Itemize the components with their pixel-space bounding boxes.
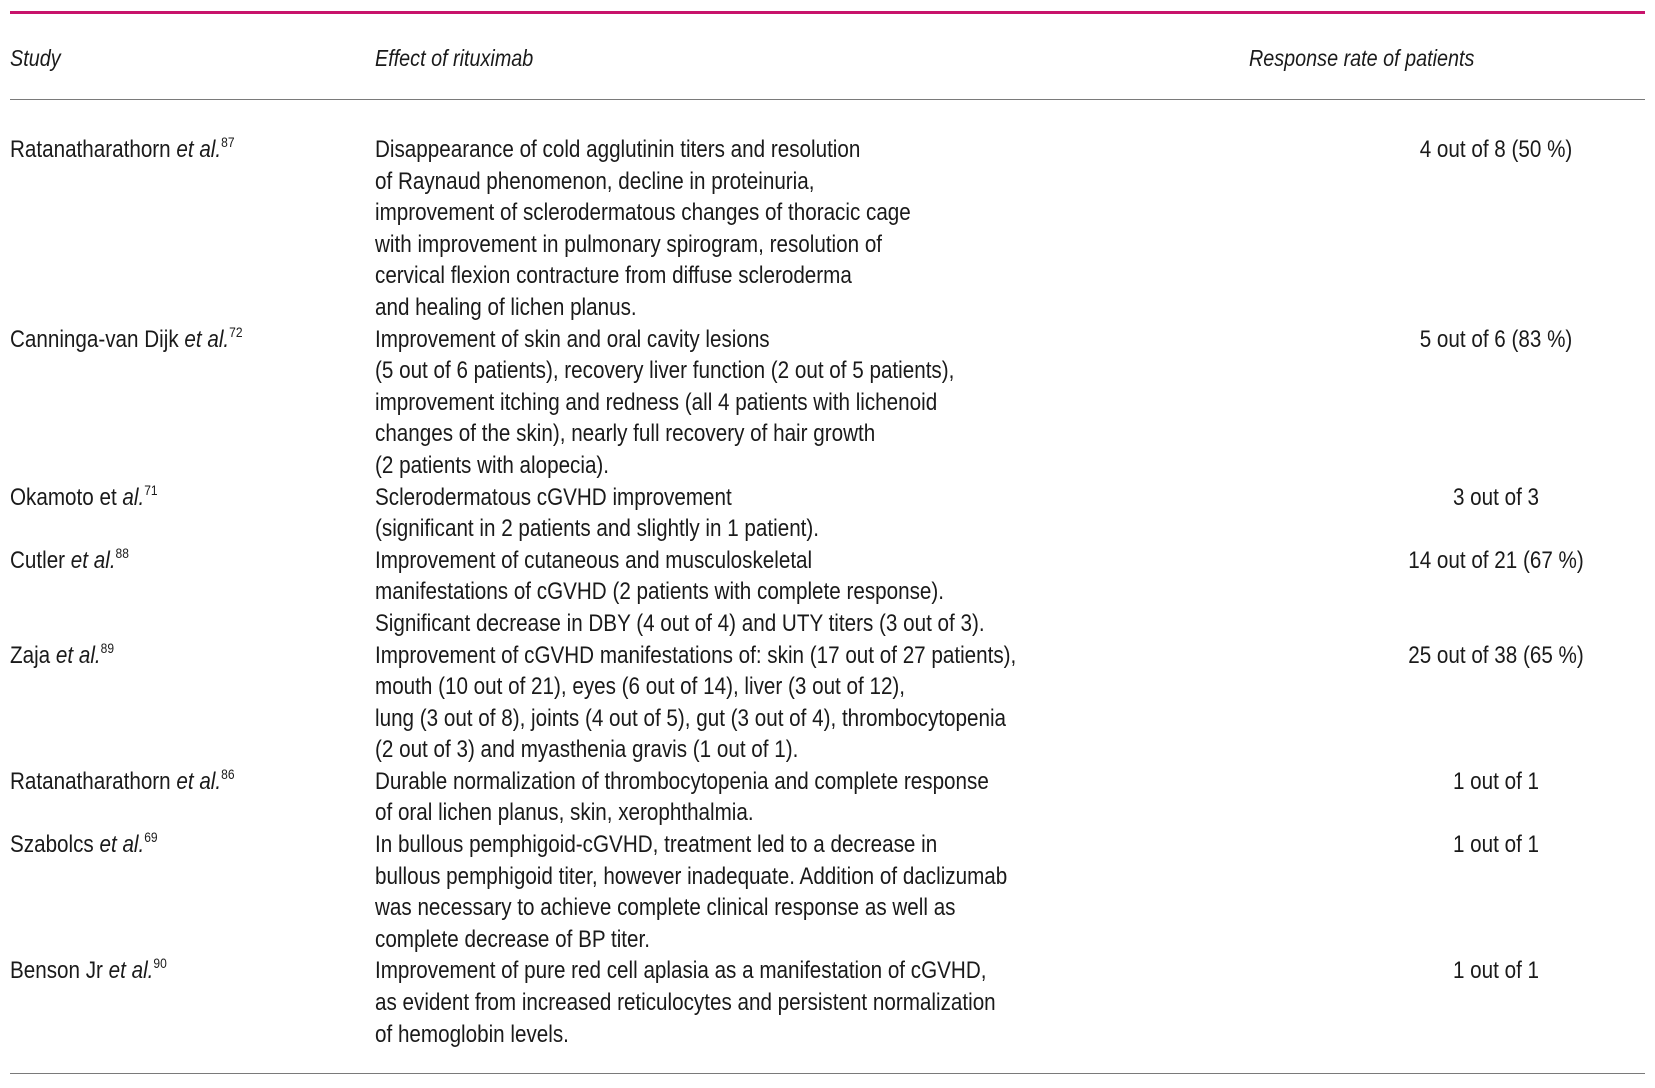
- effect-line: (5 out of 6 patients), recovery liver function (2 out of 5 patients),: [375, 357, 955, 385]
- reference-number: 89: [100, 639, 115, 656]
- effect-line: and healing of lichen planus.: [375, 293, 637, 321]
- effect-text: [375, 955, 1046, 1050]
- study-citation: [10, 640, 324, 672]
- reference-number: 90: [153, 955, 167, 972]
- response-cell: [1155, 640, 1645, 766]
- study-author: Okamoto et: [10, 483, 117, 511]
- study-cell: [10, 766, 375, 829]
- effect-text: [375, 766, 1046, 829]
- effect-cell: [375, 766, 1155, 829]
- effect-text: [375, 482, 1046, 545]
- effect-cell: [375, 955, 1155, 1050]
- effect-text: [375, 829, 1046, 955]
- table-row: [10, 482, 1645, 545]
- effect-line: with improvement in pulmonary spirogram, resolution of: [375, 230, 883, 258]
- effect-line: (2 patients with alopecia).: [375, 451, 610, 479]
- reference-number: 87: [221, 134, 235, 150]
- effect-line: Disappearance of cold agglutinin titers and resolution: [375, 136, 861, 163]
- response-cell: [1155, 766, 1645, 829]
- effect-line: as evident from increased reticulocytes and persistent normalization: [375, 989, 996, 1017]
- study-cell: [10, 829, 375, 955]
- header-study: Study: [10, 45, 61, 71]
- reference-number: 88: [115, 544, 129, 561]
- table-row: [10, 766, 1645, 829]
- study-author: Zaja: [10, 641, 51, 669]
- table-row: [10, 829, 1645, 955]
- study-citation: [10, 829, 324, 861]
- effect-cell: [375, 482, 1155, 545]
- study-citation: [10, 955, 324, 987]
- study-author: Ratanatharathorn: [10, 767, 171, 795]
- effect-line: complete decrease of BP titer.: [375, 925, 650, 953]
- effect-line: Durable normalization of thrombocytopenia and complete response: [375, 767, 989, 795]
- response-rate: 1 out of 1: [1452, 767, 1540, 795]
- effect-line: improvement itching and redness (all 4 patients with lichenoid: [375, 388, 938, 416]
- header-response: Response rate of patients: [1249, 45, 1475, 71]
- reference-number: 72: [229, 323, 243, 340]
- response-rate: 25 out of 38 (65 %): [1408, 641, 1584, 669]
- study-author: Canninga-van Dijk: [10, 325, 179, 353]
- study-citation: [10, 482, 324, 514]
- study-etal: et al.: [176, 767, 222, 795]
- effect-line: Improvement of cutaneous and musculoskeletal: [375, 546, 813, 574]
- study-cell: [10, 640, 375, 766]
- response-rate: 3 out of 3: [1452, 483, 1540, 511]
- effect-line: Improvement of cGVHD manifestations of: skin (17 out of 27 patients),: [375, 641, 1017, 669]
- study-etal: et al.: [176, 136, 222, 163]
- response-cell: [1155, 482, 1645, 545]
- response-cell: [1155, 324, 1645, 482]
- study-citation: [10, 324, 324, 356]
- response-rate: 5 out of 6 (83 %): [1419, 325, 1573, 353]
- effect-line: was necessary to achieve complete clinical response as well as: [375, 894, 956, 922]
- study-cell: [10, 134, 375, 324]
- effect-cell: [375, 134, 1155, 324]
- bottom-rule: [10, 1073, 1645, 1074]
- effect-cell: [375, 829, 1155, 955]
- study-etal: et al.: [55, 641, 101, 669]
- study-etal: et al.: [99, 831, 145, 859]
- reference-number: 71: [144, 481, 158, 498]
- response-rate: 1 out of 1: [1452, 831, 1540, 859]
- effect-text: [375, 545, 1046, 640]
- study-cell: [10, 545, 375, 640]
- study-author: Ratanatharathorn: [10, 136, 171, 163]
- table-row: [10, 955, 1645, 1050]
- study-citation: [10, 134, 324, 166]
- study-etal: et al.: [184, 325, 230, 353]
- effect-text: [375, 640, 1046, 766]
- table-row: [10, 324, 1645, 482]
- table-row: [10, 545, 1645, 640]
- study-cell: [10, 482, 375, 545]
- study-etal: al.: [122, 483, 145, 511]
- study-citation: [10, 545, 324, 577]
- response-rate: 14 out of 21 (67 %): [1408, 546, 1584, 574]
- table-row: [10, 134, 1645, 324]
- effect-line: improvement of sclerodermatous changes of thoracic cage: [375, 199, 911, 227]
- study-author: Szabolcs: [10, 831, 94, 859]
- effect-cell: [375, 324, 1155, 482]
- effect-line: (significant in 2 patients and slightly in 1 patient).: [375, 515, 820, 543]
- effect-text: [375, 134, 1046, 324]
- response-cell: [1155, 545, 1645, 640]
- study-etal: et al.: [70, 546, 116, 574]
- reference-number: 69: [144, 829, 158, 846]
- reference-number: 86: [221, 765, 235, 782]
- response-rate: 1 out of 1: [1452, 957, 1540, 985]
- effect-line: mouth (10 out of 21), eyes (6 out of 14), liver (3 out of 12),: [375, 673, 906, 701]
- studies-table: [10, 134, 1645, 1050]
- effect-line: (2 out of 3) and myasthenia gravis (1 out of 1).: [375, 736, 799, 764]
- table-row: [10, 640, 1645, 766]
- top-accent-rule: [10, 11, 1645, 14]
- effect-line: Sclerodermatous cGVHD improvement: [375, 483, 732, 511]
- study-author: Benson Jr: [10, 957, 103, 985]
- effect-line: cervical flexion contracture from diffuse scleroderma: [375, 262, 852, 290]
- response-cell: [1155, 955, 1645, 1050]
- effect-line: Improvement of pure red cell aplasia as a manifestation of cGVHD,: [375, 957, 987, 985]
- study-author: Cutler: [10, 546, 66, 574]
- effect-line: changes of the skin), nearly full recovery of hair growth: [375, 420, 876, 448]
- effect-line: of hemoglobin levels.: [375, 1020, 569, 1048]
- effect-cell: [375, 545, 1155, 640]
- response-rate: 4 out of 8 (50 %): [1419, 136, 1573, 163]
- effect-text: [375, 324, 1046, 482]
- study-cell: [10, 955, 375, 1050]
- effect-cell: [375, 640, 1155, 766]
- effect-line: of oral lichen planus, skin, xerophthalmia.: [375, 799, 754, 827]
- effect-line: In bullous pemphigoid-cGVHD, treatment led to a decrease in: [375, 831, 938, 859]
- study-cell: [10, 324, 375, 482]
- effect-line: manifestations of cGVHD (2 patients with complete response).: [375, 578, 945, 606]
- effect-line: of Raynaud phenomenon, decline in proteinuria,: [375, 167, 815, 195]
- effect-line: Significant decrease in DBY (4 out of 4) and UTY titers (3 out of 3).: [375, 609, 985, 637]
- study-citation: [10, 766, 324, 798]
- effect-line: lung (3 out of 8), joints (4 out of 5), gut (3 out of 4), thrombocytopenia: [375, 704, 1007, 732]
- header-effect: Effect of rituximab: [375, 45, 534, 71]
- response-cell: [1155, 134, 1645, 324]
- study-etal: et al.: [108, 957, 154, 985]
- header-rule: [10, 99, 1645, 100]
- response-cell: [1155, 829, 1645, 955]
- effect-line: Improvement of skin and oral cavity lesions: [375, 325, 770, 353]
- studies-table-body: [10, 134, 1645, 1050]
- effect-line: bullous pemphigoid titer, however inadequate. Addition of daclizumab: [375, 862, 1008, 890]
